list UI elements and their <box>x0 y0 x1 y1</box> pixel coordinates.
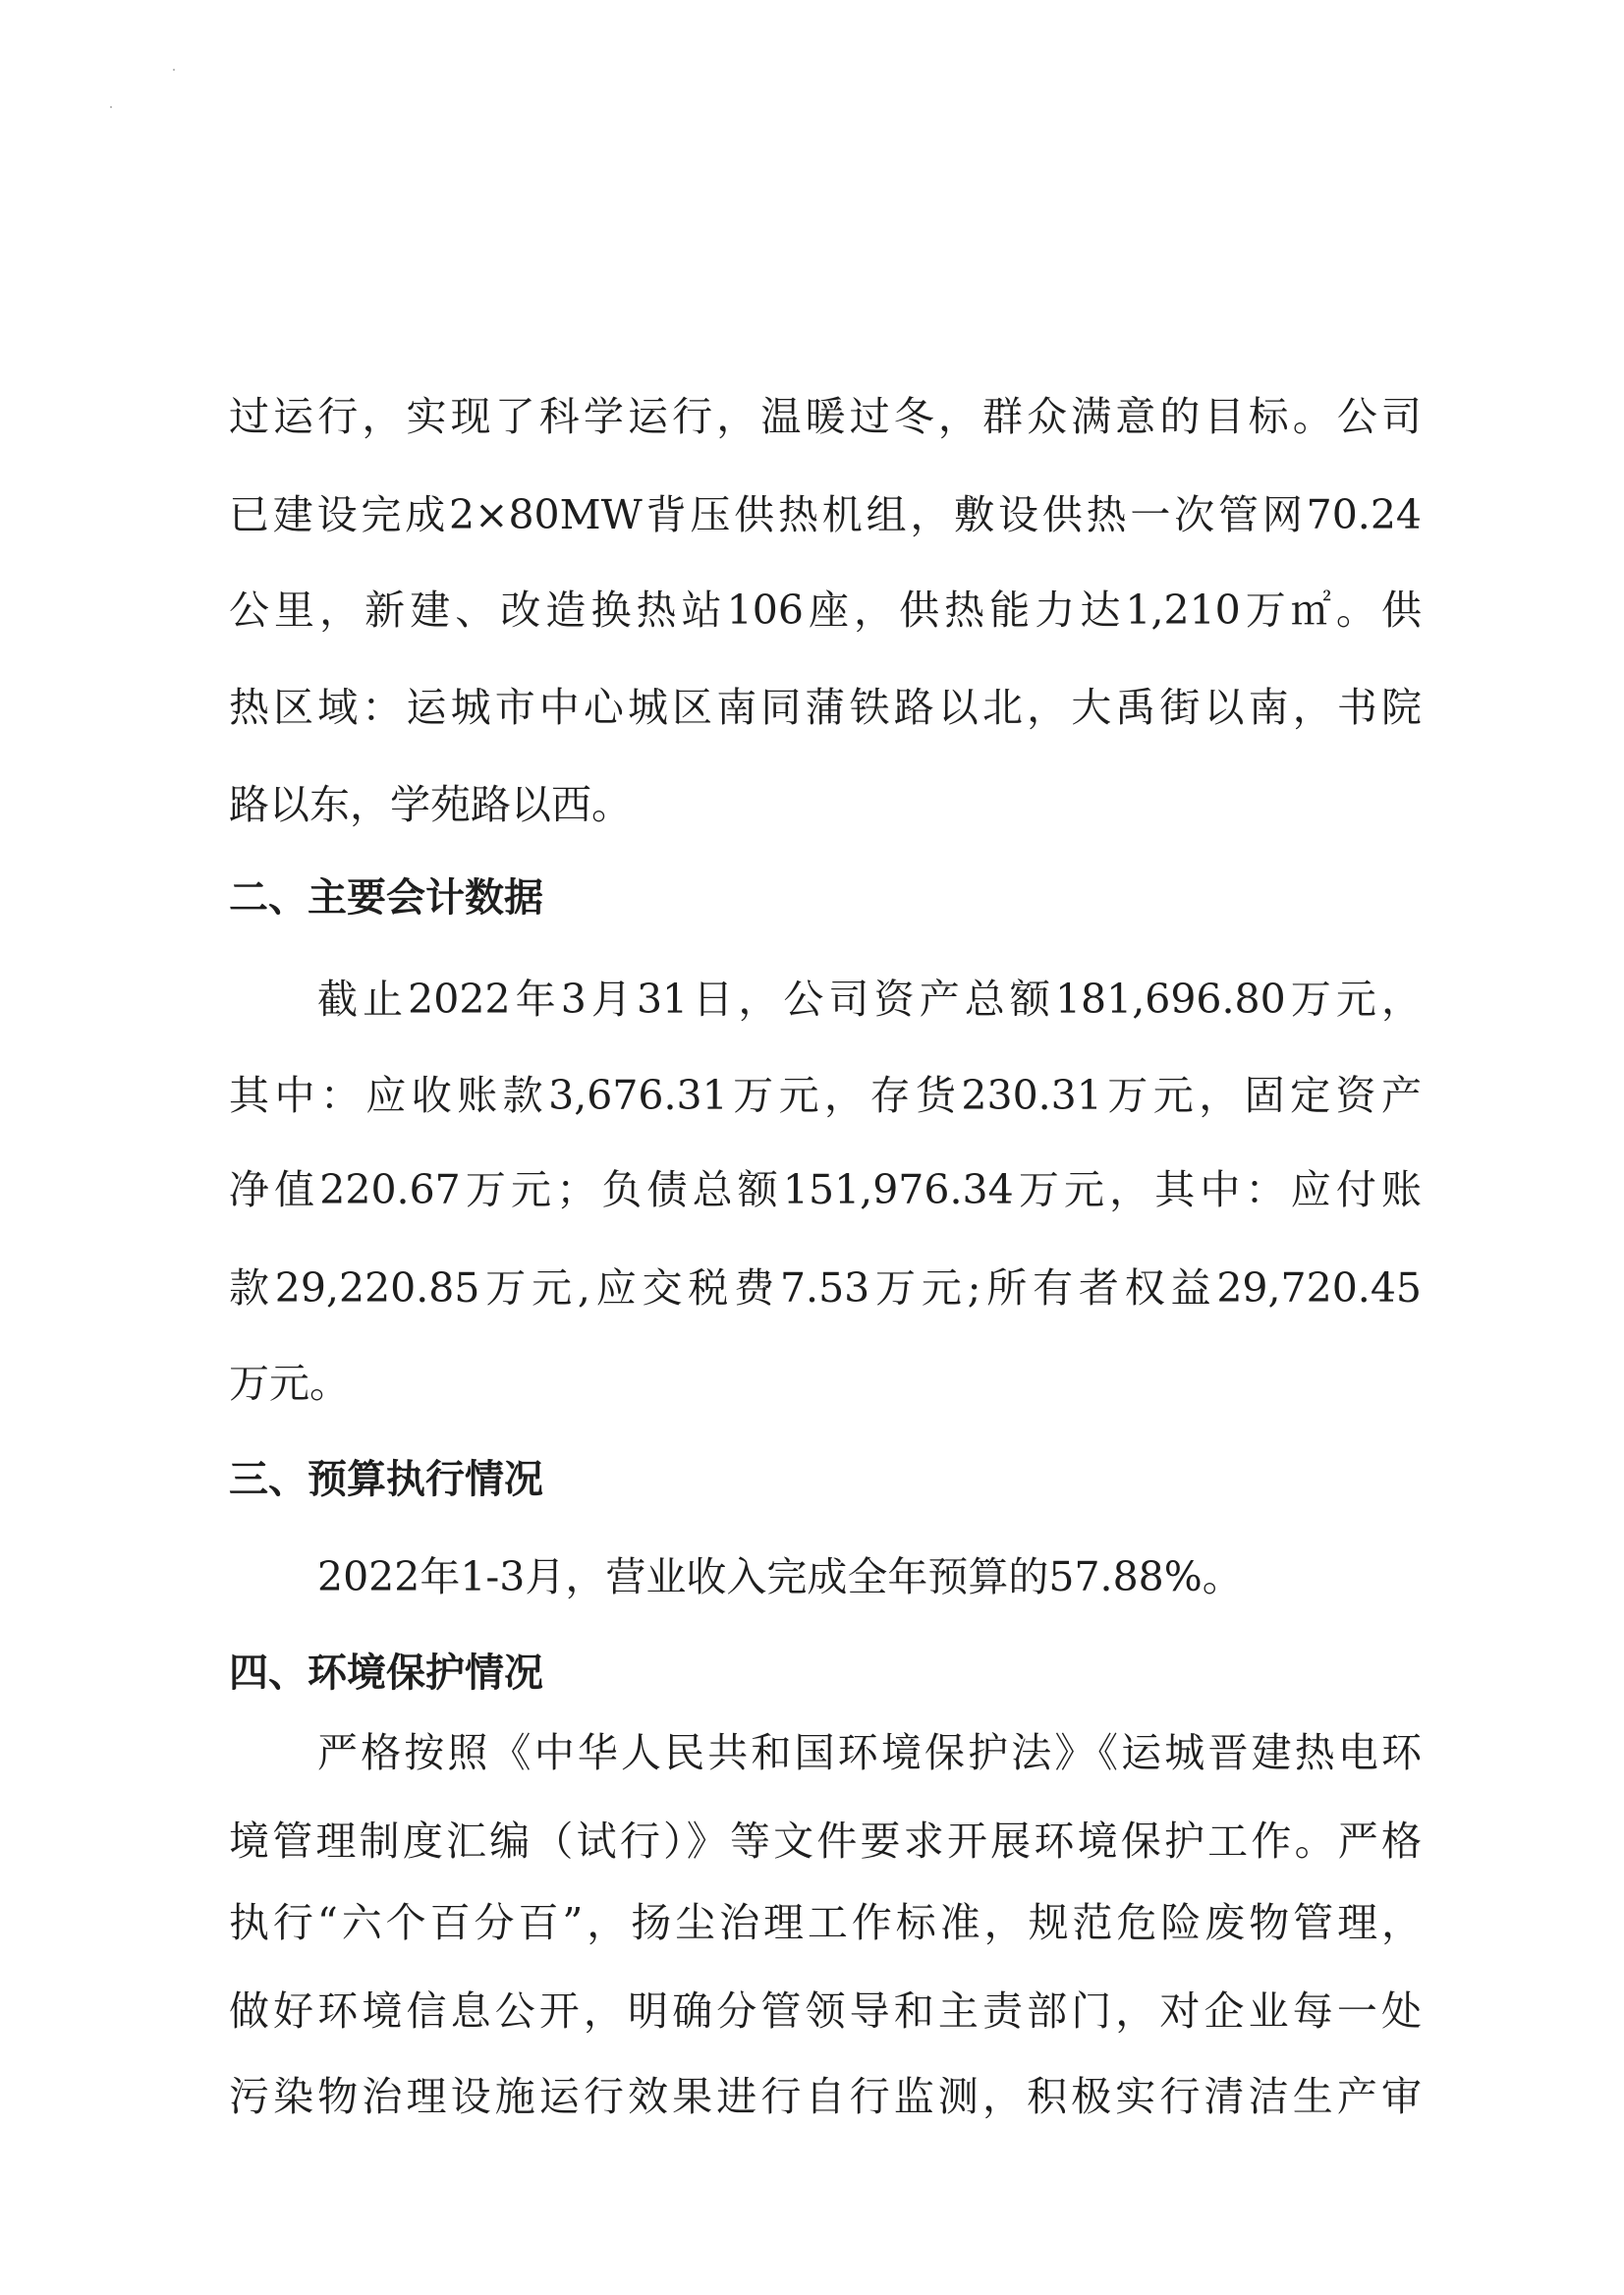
text-line: 境管理制度汇编（试行）》等文件要求开展环境保护工作。严格 <box>229 1818 1422 1865</box>
text-line: 执行“六个百分百”，扬尘治理工作标准，规范危险废物管理， <box>229 1899 1422 1946</box>
text-line: 万元。 <box>229 1360 350 1407</box>
text-line: 严格按照《中华人民共和国环境保护法》《运城晋建热电环 <box>317 1729 1422 1776</box>
text-line: 款29,220.85万元,应交税费7.53万元;所有者权益29,720.45 <box>229 1264 1422 1312</box>
text-line: 路以东，学苑路以西。 <box>229 781 632 828</box>
section-heading-environment: 四、环境保护情况 <box>229 1651 543 1696</box>
text-line: 热区域：运城市中心城区南同蒲铁路以北，大禹街以南，书院 <box>229 684 1422 731</box>
text-line: 污染物治理设施运行效果进行自行监测，积极实行清洁生产审 <box>229 2073 1422 2120</box>
text-line: 2022年1-3月，营业收入完成全年预算的57.88%。 <box>317 1553 1243 1600</box>
text-line: 做好环境信息公开，明确分管领导和主责部门，对企业每一处 <box>229 1987 1422 2035</box>
text-line: 公里，新建、改造换热站106座，供热能力达1,210万㎡。供 <box>229 587 1422 634</box>
section-heading-accounting-data: 二、主要会计数据 <box>229 875 543 921</box>
text-line: 过运行，实现了科学运行，温暖过冬，群众满意的目标。公司 <box>229 393 1422 440</box>
scan-speck <box>173 69 175 71</box>
text-line: 截止2022年3月31日，公司资产总额181,696.80万元， <box>317 976 1422 1023</box>
text-line: 其中：应收账款3,676.31万元，存货230.31万元，固定资产 <box>229 1072 1422 1119</box>
text-line: 已建设完成2×80MW背压供热机组，敷设供热一次管网70.24 <box>229 491 1422 538</box>
text-line: 净值220.67万元；负债总额151,976.34万元，其中：应付账 <box>229 1166 1422 1213</box>
scan-speck <box>110 106 112 108</box>
section-heading-budget: 三、预算执行情况 <box>229 1457 543 1502</box>
